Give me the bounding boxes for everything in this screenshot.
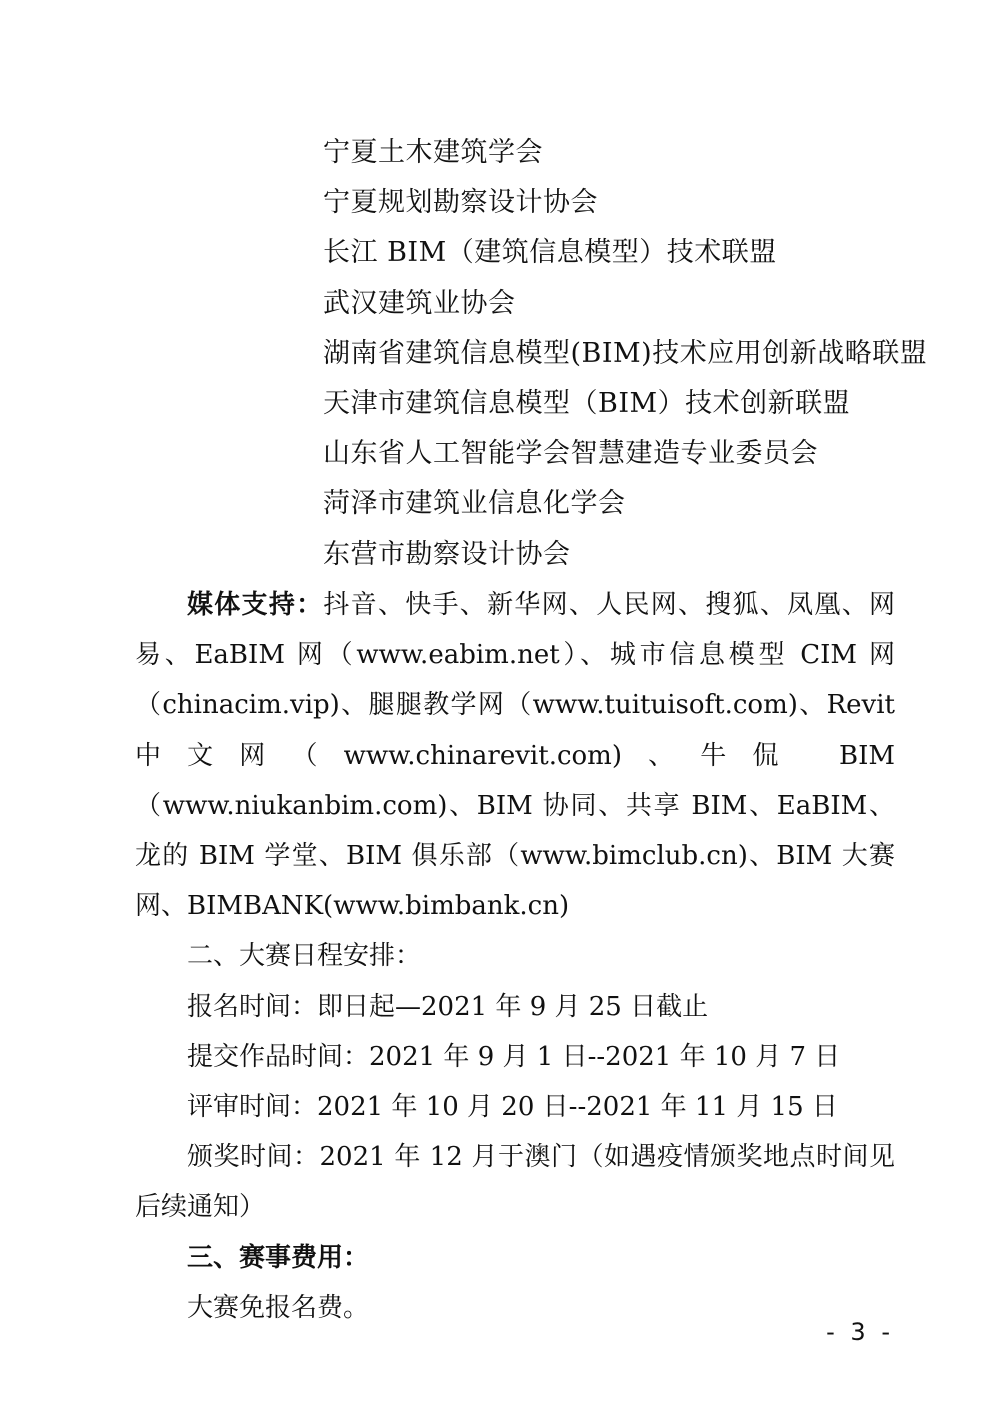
organizer-item: 长江 BIM（建筑信息模型）技术联盟 — [323, 237, 777, 269]
media-support-label: 媒体支持： — [187, 590, 324, 620]
schedule-heading: 二、大赛日程安排： — [187, 941, 422, 972]
body-text — [135, 580, 895, 1333]
registration-time: 报名时间：即日起—2021 年 9 月 25 日截止 — [187, 991, 709, 1022]
organizer-item: 湖南省建筑信息模型(BIM)技术应用创新战略联盟 — [323, 337, 928, 369]
media-support-paragraph — [135, 580, 895, 931]
organizer-item: 武汉建筑业协会 — [323, 287, 516, 319]
media-support-text: 抖音、快手、新华网、人民网、搜狐、凤凰、网易、EaBIM 网（www.eabim.net）、城市信息模型 CIM 网（chinacim.vip)、腿腿教学网（www.tuituisoft.com)、Revit 中文网（www.chinarevit.com)、牛侃 BIM（www.niukanbim.com)、BIM 协同、共享 BIM、EaBIM、龙的 BIM 学堂、BIM 俱乐部（www.bimclub.cn)、BIM 大赛网、BIMBANK(www.bimbank.cn) — [135, 590, 895, 922]
review-time: 评审时间：2021 年 10 月 20 日--2021 年 11 月 15 日 — [187, 1092, 838, 1123]
organizer-list — [323, 128, 927, 580]
organizer-item: 山东省人工智能学会智慧建造专业委员会 — [323, 438, 818, 470]
page-number: - 3 - — [826, 1318, 894, 1346]
organizer-item: 天津市建筑信息模型（BIM）技术创新联盟 — [323, 387, 851, 419]
organizer-item: 宁夏规划勘察设计协会 — [323, 187, 598, 219]
organizer-item: 东营市勘察设计协会 — [323, 538, 571, 570]
award-time: 颁奖时间：2021 年 12 月于澳门（如遇疫情颁奖地点时间见后续通知） — [135, 1142, 895, 1223]
organizer-item: 菏泽市建筑业信息化学会 — [323, 488, 626, 520]
fees-text: 大赛免报名费。 — [187, 1292, 370, 1323]
submission-time: 提交作品时间：2021 年 9 月 1 日--2021 年 10 月 7 日 — [187, 1041, 841, 1072]
fees-heading: 三、赛事费用： — [187, 1242, 370, 1273]
organizer-item: 宁夏土木建筑学会 — [323, 137, 543, 168]
